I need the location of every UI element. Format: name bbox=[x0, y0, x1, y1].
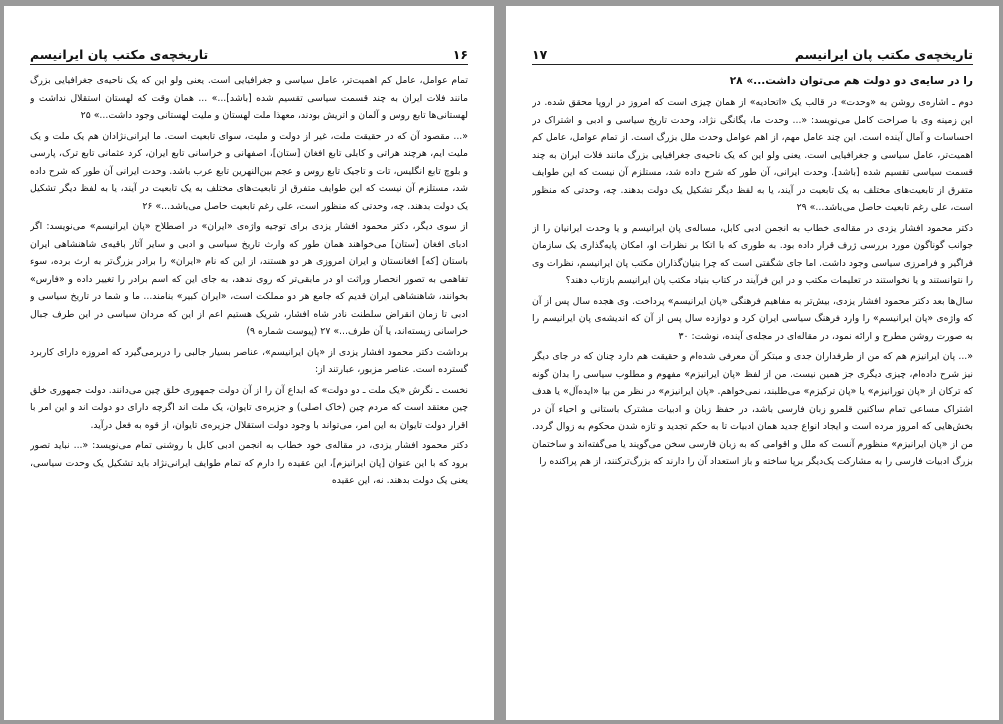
paragraph: را در سایه‌ی دو دولت هم می‌توان داشت...» ۲۸ bbox=[729, 75, 973, 87]
running-title: تاریخچه‌ی مکتب پان ایرانیسم bbox=[794, 47, 973, 62]
paragraph: تمام عوامل، عامل کم اهمیت‌تر، عامل سیاسی و جغرافیایی است. یعنی ولو این که یک ناحیه‌ی جغرافیایی بزرگ مانند فلات ایران به چند قسمت سیاسی تقسیم شده [باشد]...» ... همان وقت که لهستان استقلال نداشت و لهستانی‌ها تابع روس و آلمان و اتریش بودند، معهذا ملت لهستان و ملیت لهستانی وجود داشت...» ۲۵ bbox=[30, 75, 468, 121]
page-number: ۱۷ bbox=[532, 47, 548, 62]
paragraph: دوم ـ اشاره‌ی روشن به «وحدت» در قالب یک «اتحادیه» از همان چیزی است که امروز در اروپا محقق شده. در این زمینه وی با صراحت کامل می‌نویسد: «... وحدت ما، یگانگی نژاد، وحدت تاریخ سیاسی و ادبی و اشتراک در احساسات و آمال آینده است. این چند عامل مهم، از اهم عوامل وحدت ملل بزرگ است. از تمام عوامل، عامل کم اهمیت‌تر، عامل سیاسی و جغرافیایی است. یعنی ولو این که یک ناحیه‌ی جغرافیایی بزرگ مانند فلات ایران به چند قسمت سیاسی تقسیم شده [باشد]. وحدت ایرانی، آن طور که شرح داده شد، مستلزم آن نیست که این طوایف متفرق از تابعیت‌های مختلف به یک تابعیت در آیند، یا به لفظ دیگر تشکیل یک دولت بدهند. چه، وحدتی که منظور است، علی رغم تابعیت حاصل می‌باشد...» ۲۹ bbox=[532, 97, 973, 213]
paragraph: برداشت دکتر محمود افشار یزدی از «پان ایرانیسم»، عناصر بسیار جالبی را دربرمی‌گیرد که امروزه دارای کاربرد گسترده است. عناصر مزبور، عبارتند از: bbox=[30, 346, 468, 375]
paragraph: از سوی دیگر، دکتر محمود افشار یزدی برای توجیه واژه‌ی «ایران» در اصطلاح «پان ایرانیسم» می‌نویسد: اگر ادبای افغان [ستان] می‌خواهند همان طور که وارث تاریخ سیاسی و ادبی و سایر آثار باقیه‌ی شاهنشاهی ایران باستان [که] افغانستان و ایران امروزی هر دو هستند، از این که نام «ایران» را برادر بزرگ‌تر به ارث برده، سوء تفاهمی به تصور انحصار وراثت او در مابقی‌تر که روی ندهد، به جای این که اسم برادر را تغییر داده و «فارس» بخوانند، شاهنشاهی ایران قدیم که جامع هر دو مملکت است، «ایران کبیر» بنامند... ما و شما در تاریخ سیاسی و ادبی تا زمان انقراض سلطنت نادر شاه افشار، شریک هستیم اعم از این که مردان سیاسی در این طرف جبال خراسانی زیسته‌اند، یا آن طرف...» ۲۷ (پیوست شماره ۹) bbox=[30, 221, 468, 337]
paragraph: «... مقصود آن که در حقیقت ملت، غیر از دولت و ملیت، سوای تابعیت است. ما ایرانی‌نژادان هم یک ملت و یک ملیت ایم، هرچند هراتی و کابلی تابع افغان [ستان]، اصفهانی و خراسانی تابع ایران، کرد عثمانی تابع ترک، پارسی و بلوچ تابع انگلیس، تات و تاجیک تابع روس و عجم بین‌النهرین تابع عرب باشد. وحدت ایرانی آن طور که شرح داده شد، مستلزم آن نیست که این طوایف متفرق از تابعیت‌های مختلف به یک تابعیت در آیند، یا به لفظ دیگر تشکیل یک دولت بدهند. چه، وحدتی که منظور است، علی رغم تابعیت حاصل می‌باشد...» ۲۶ bbox=[30, 130, 468, 212]
paragraph: دکتر محمود افشار یزدی در مقاله‌ی خطاب به انجمن ادبی کابل، مساله‌ی پان ایرانیسم و یا وحدت ایرانیان را از جوانب گوناگون مورد بررسی ژرف قرار داده بود. به طوری که با اتکا بر نظرات او، امکان پایه‌گذاری یک سازمان فراگیر و فرامرزی سیاسی وجود داشت. اما جای شگفتی است که چرا بنیان‌گذاران مکتب پان ایرانیسم، نظرات وی را نتوانستند و یا نخواستند در تعلیمات مکتب و در این فرآیند در کتاب بنیاد مکتب پان ایرانیسم بازتاب دهند؟ bbox=[532, 222, 973, 286]
paragraph: نخست ـ نگرش «یک ملت ـ دو دولت» که ابداع آن را از آن دولت جمهوری خلق چین می‌دانند. دولت جمهوری خلق چین معتقد است که مردم چین (خاک اصلی) و جزیره‌ی تایوان، یک ملت اند اگرچه دارای دو دولت اند و این امر با اقرار دولت تایوان به این امر، می‌تواند با وجود دولت استقلال جزیره‌ی تایوان، از قوه به فعل درآید. bbox=[30, 384, 468, 431]
page-17 bbox=[506, 6, 999, 720]
paragraph: سال‌ها بعد دکتر محمود افشار یزدی، بیش‌تر به مفاهیم فرهنگی «پان ایرانیسم» پرداخت. وی هجده سال پس از آن که واژه‌ی «پان ایرانیسم» را وارد فرهنگ سیاسی ایران کرد و دوازده سال پس از آن که اندیشه‌ی پان ایرانیسم را به صورت روشن مطرح و ارائه نمود، در مقاله‌ای در مجله‌ی آینده، نوشت: ۳۰ bbox=[532, 295, 973, 342]
running-title: تاریخچه‌ی مکتب پان ایرانیسم bbox=[30, 47, 209, 62]
page-number: ۱۶ bbox=[452, 47, 468, 62]
page-header bbox=[532, 40, 973, 65]
paragraph: دکتر محمود افشار یزدی، در مقاله‌ی خود خطاب به انجمن ادبی کابل با روشنی تمام می‌نویسد: «... نباید تصور برود که با این عنوان [پان ایرانیزم]، این عقیده را دارم که تمام طوایف ایرانی‌نژاد باید تشکیل یک وحدت سیاسی، یعنی یک دولت بدهند. نه، این عقیده bbox=[30, 440, 468, 486]
page-body bbox=[30, 72, 468, 708]
paragraph: «... پان ایرانیزم هم که من از طرفداران جدی و مبتکر آن معرفی شده‌ام و حقیقت هم دارد چنان که در جای دیگر نیز شرح داده‌ام، چیزی دیگری جز همین نیست. من از لفظ «پان ایرانیزم» مفهوم و مطلوب سیاسی را بدان گونه که ترکان از «پان تورانیزم» یا «پان ترکیزم» می‌طلبند، نمی‌خواهم. «پان ایرانیزم» در نظر من بیا «ایده‌آل» یا هدف اشتراک مساعی تمام ساکنین قلمرو زبان فارسی باشد، در حفظ زبان و ادبیات مشترک باستانی و احیاء آن در بخش‌هایی که امروز مرده است و ایجاد انواع جدید همان ادبیات تا به حکم تجدید و تازه شدن محکوم به زوال گردد. من از «پان ایرانیزم» منظورم آنست که ملل و اقوامی که به زبان فارسی سخن می‌گویند یا می‌گفته‌اند و ساختمان بزرگ ادبیات فارسی را به مشارکت یک‌دیگر برپا ساخته و باز استعداد آن را دارند که بزرگ‌ترکنند، از هم پراکنده را bbox=[532, 351, 973, 467]
page-body bbox=[532, 72, 973, 708]
page-header bbox=[30, 40, 468, 65]
page-16 bbox=[4, 6, 494, 720]
